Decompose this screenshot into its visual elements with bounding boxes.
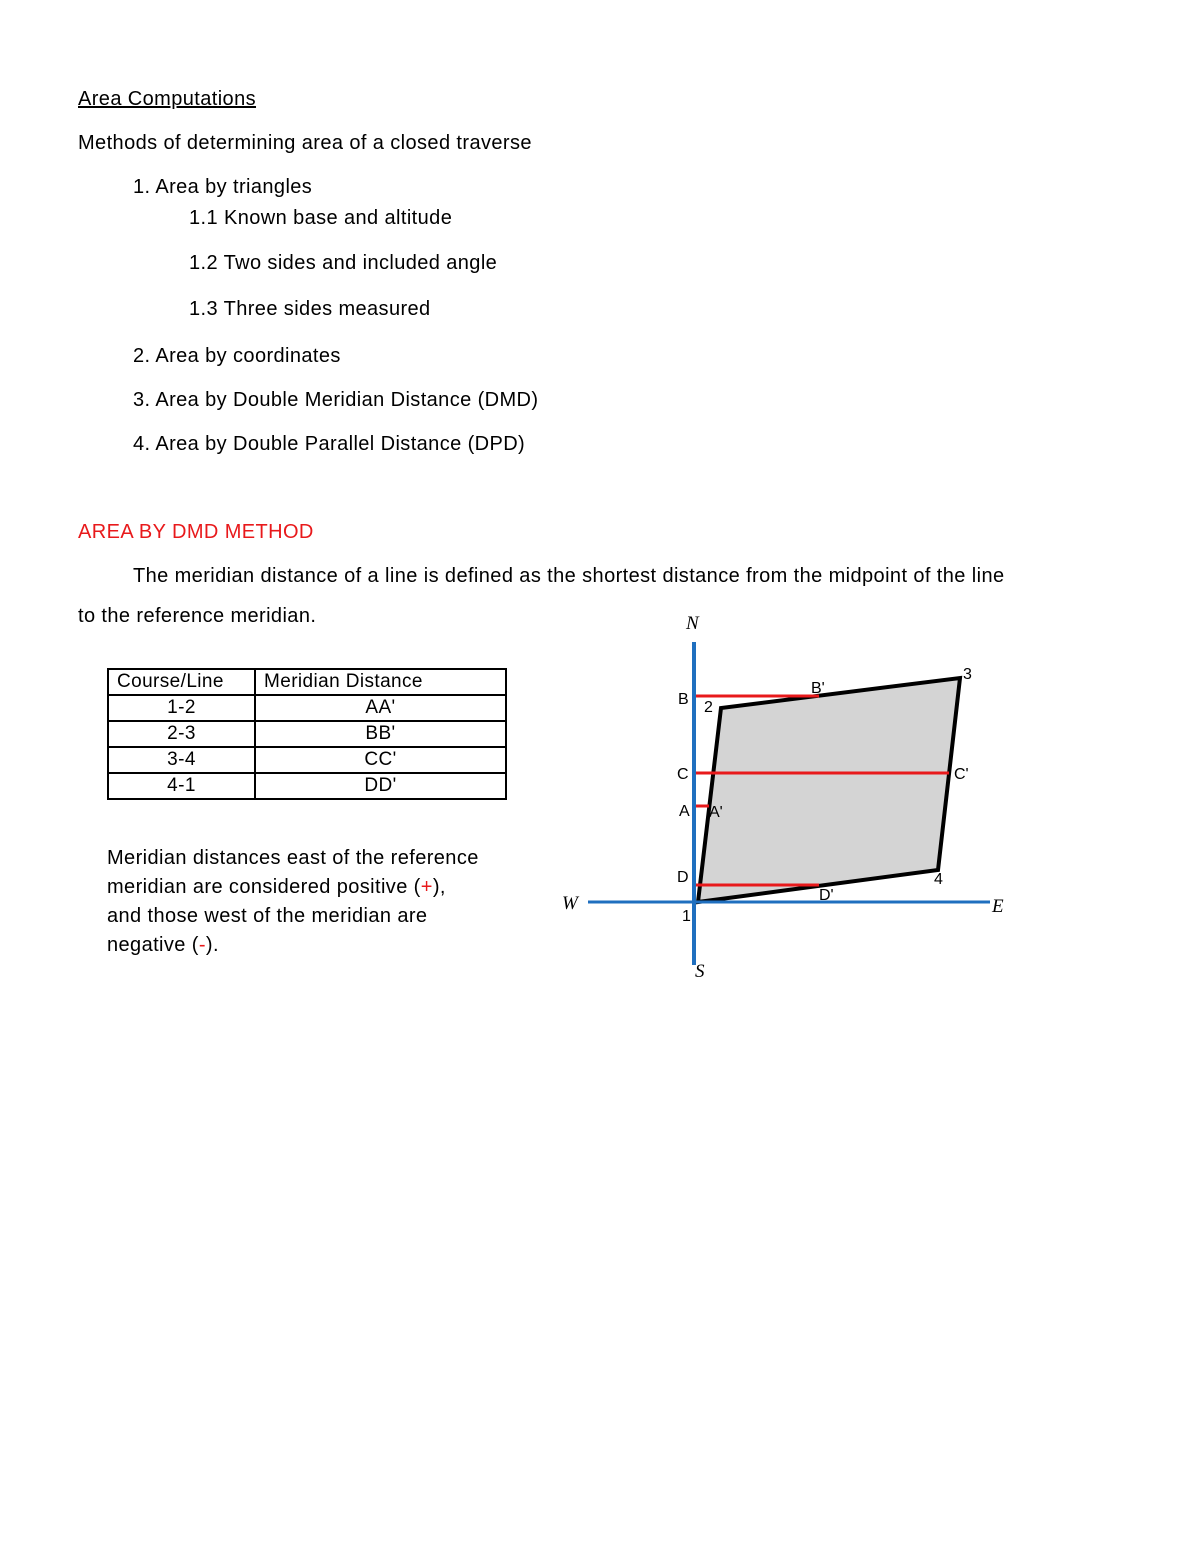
note-line [107,931,479,960]
meridian-distance-table [107,668,507,800]
method-subitem: 1.3 Three sides measured [189,298,431,320]
table-row [108,747,506,773]
method-item: 2. Area by coordinates [133,345,341,367]
point-b-label: B [678,691,689,708]
distance-cell: BB' [255,721,506,747]
sign-convention-note [107,844,479,960]
note-text: ), [432,876,446,898]
table-header-row [108,669,506,695]
north-label: N [686,613,699,634]
west-label: W [562,893,578,914]
midpoint-c-label: C' [954,766,969,783]
station-1-label: 1 [682,908,691,925]
midpoint-b-label: B' [811,680,825,697]
east-label: E [992,896,1004,917]
point-a-label: A [679,803,690,820]
station-4-label: 4 [934,871,943,888]
distance-cell: DD' [255,773,506,799]
station-2-label: 2 [704,699,713,716]
definition-text-cont: to the reference meridian. [78,605,317,627]
course-cell: 1-2 [108,695,255,721]
note-line: and those west of the meridian are [107,905,428,927]
midpoint-d-label: D' [819,887,834,904]
distance-cell: AA' [255,695,506,721]
station-3-label: 3 [963,666,972,683]
column-header: Course/Line [108,669,255,695]
note-text: ). [205,934,219,956]
course-cell: 2-3 [108,721,255,747]
table-row [108,773,506,799]
method-item: 3. Area by Double Meridian Distance (DMD) [133,389,539,411]
midpoint-a-label: A' [709,804,723,821]
note-text: meridian are considered positive ( [107,876,421,898]
point-c-label: C [677,766,689,783]
intro-text: Methods of determining area of a closed traverse [78,132,532,154]
traverse-polygon [698,678,960,902]
method-item: 4. Area by Double Parallel Distance (DPD) [133,433,526,455]
section-heading: AREA BY DMD METHOD [78,521,314,543]
south-label: S [695,961,705,982]
note-line: Meridian distances east of the reference [107,847,479,869]
table-row [108,695,506,721]
note-line [107,873,479,902]
distance-cell: CC' [255,747,506,773]
method-subitem: 1.2 Two sides and included angle [189,252,498,274]
minus-sign: - [198,934,206,956]
course-cell: 4-1 [108,773,255,799]
method-subitem: 1.1 Known base and altitude [189,207,453,229]
plus-sign: + [420,876,433,898]
table-row [108,721,506,747]
point-d-label: D [677,869,689,886]
dmd-traverse-diagram [555,605,1025,990]
course-cell: 3-4 [108,747,255,773]
page-title: Area Computations [78,88,257,110]
column-header: Meridian Distance [255,669,506,695]
method-item: 1. Area by triangles [133,176,313,198]
definition-text: The meridian distance of a line is defined as the shortest distance from the midpoint of the line [133,565,1005,587]
note-text: negative ( [107,934,199,956]
